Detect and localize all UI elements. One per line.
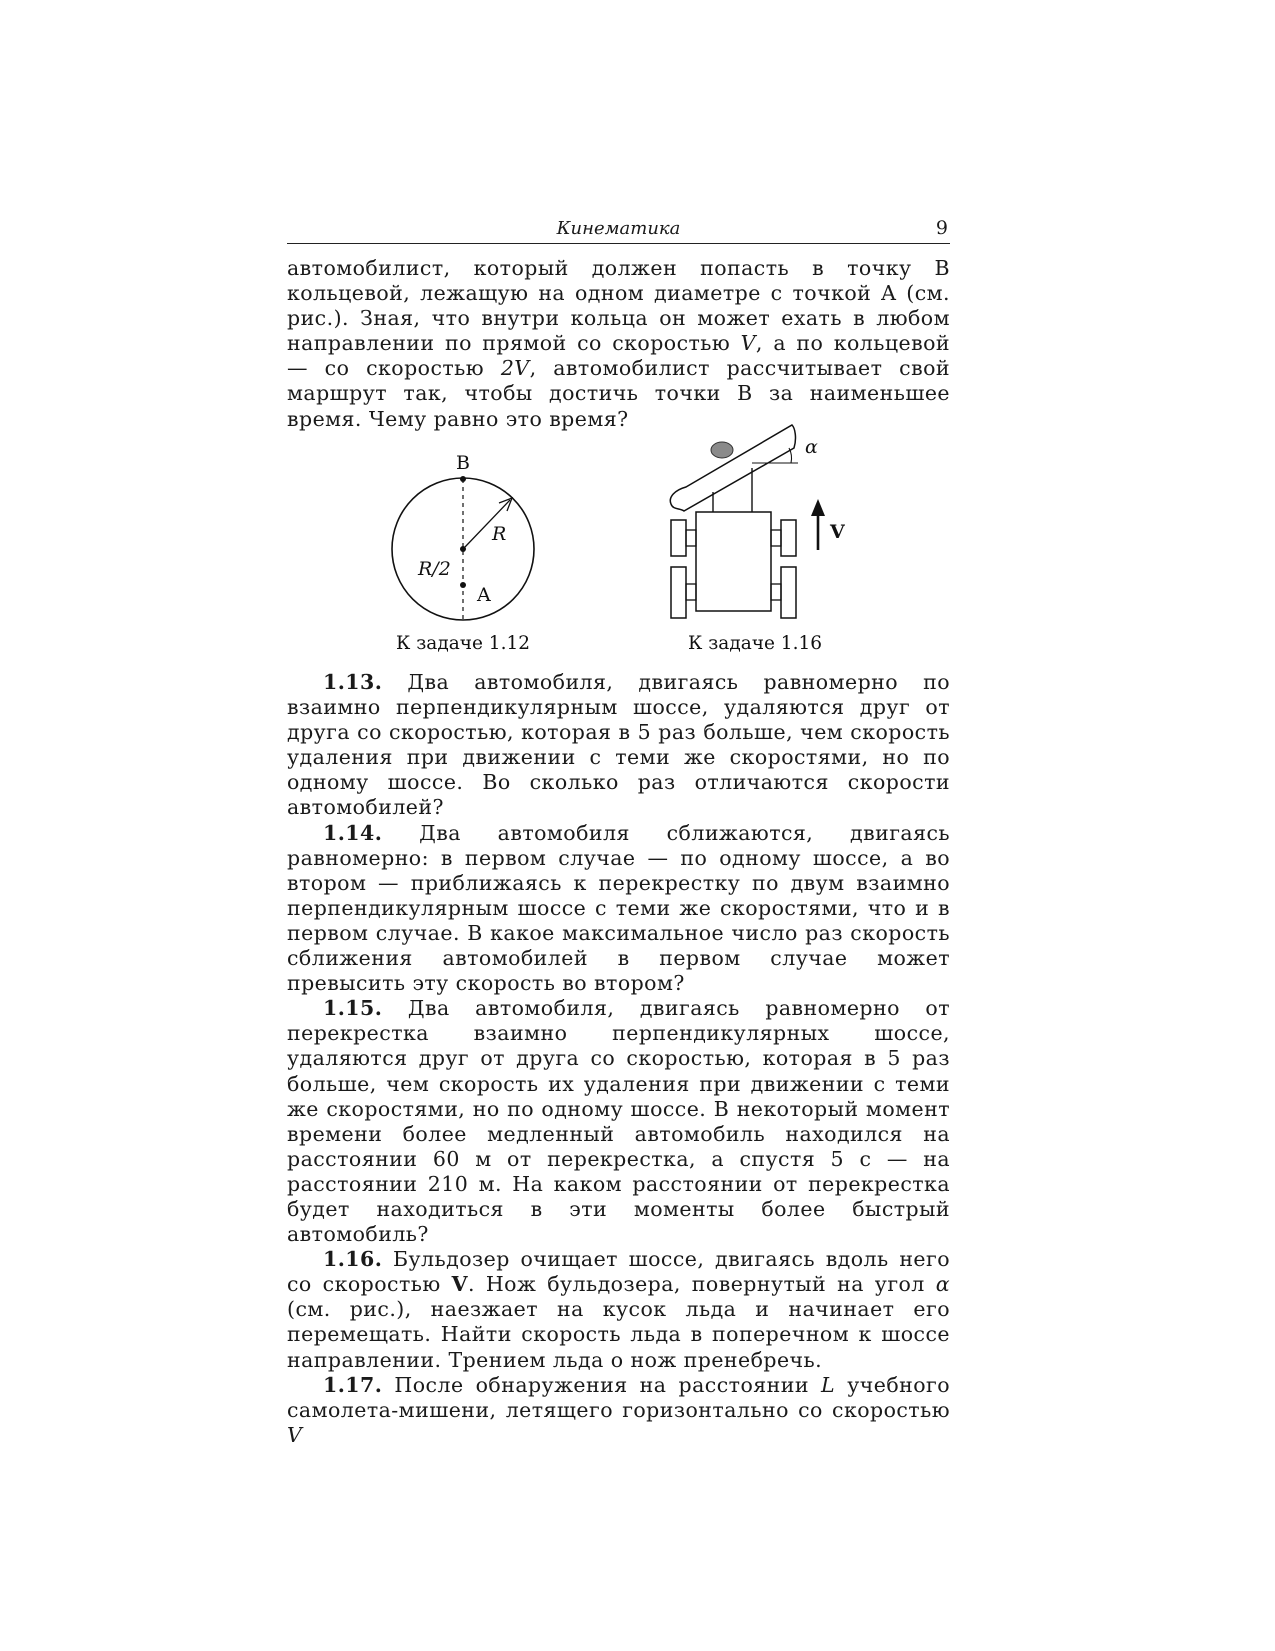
point-b <box>460 476 466 482</box>
chapter-title: Кинематика <box>556 218 681 239</box>
problem-text: Два автомобиля, двигаясь равномерно по взаимно перпендикулярным шоссе, удаляются друг от друга со скоростью, которая в 5 раз больше, чем скорость удаления при движении с теми же скоростями, но по одному шоссе. Во сколько раз отличаются скорости автомобилей? <box>287 670 951 820</box>
wheel-front-right <box>781 520 796 556</box>
intro-text-1: автомобилист, который должен попасть в точку B кольцевой, лежащую на одном диаметре с точкой A (см. рис.). Зная, что внутри кольца он может ехать в любом направлении по прямой со скоростью <box>287 256 950 356</box>
problem-text-2: учебного самолета-мишени, летящего горизонтально со скоростью <box>287 1372 950 1422</box>
problem-number: 1.15. <box>323 996 383 1021</box>
problem-1-13 <box>287 670 950 821</box>
caption-1-12: К задаче 1.12 <box>396 633 530 654</box>
problem-var-l: L <box>821 1372 836 1397</box>
problem-text-1: Бульдозер очищает шоссе, двигаясь вдоль него со скоростью <box>287 1247 950 1297</box>
problem-var-v: V <box>451 1272 468 1297</box>
problem-text-2: . Нож бульдозера, повернутый на угол <box>467 1272 936 1297</box>
problems-list <box>287 670 950 1448</box>
problem-text: Два автомобиля сближаются, двигаясь равномерно: в первом случае — по одному шоссе, а во втором — приближаясь к перекрестку по двум взаимно перпендикулярным шоссе с теми же скоростями, что и в первом случае. В какое максимальное число раз скорость сближения автомобилей в первом случае может превысить эту скорость во втором? <box>287 820 951 996</box>
wheel-rear-left <box>671 567 686 618</box>
problem-number: 1.14. <box>323 820 383 845</box>
velocity-arrowhead-icon <box>811 499 825 516</box>
wheel-rear-right <box>781 567 796 618</box>
label-r-half: R/2 <box>418 558 451 580</box>
problem-1-17 <box>287 1373 950 1448</box>
label-a: A <box>477 584 491 606</box>
point-a <box>460 582 466 588</box>
label-alpha: α <box>805 436 818 458</box>
figure-1-16 <box>670 425 846 654</box>
bulldozer-blade <box>670 425 795 511</box>
page-number: 9 <box>935 217 948 239</box>
axle-front-right <box>771 530 781 546</box>
axle-rear-right <box>771 584 781 600</box>
problem-1-15 <box>287 996 950 1247</box>
figure-1-12 <box>392 452 534 654</box>
problem-1-16 <box>287 1247 950 1372</box>
problem-text-3: (см. рис.), наезжает на кусок льда и начинает его перемещать. Найти скорость льда в поперечном к шоссе направлении. Трением льда о нож пренебречь. <box>287 1297 950 1372</box>
axle-front-left <box>686 530 696 546</box>
problem-number: 1.13. <box>323 670 383 694</box>
problem-number: 1.17. <box>323 1372 383 1397</box>
label-v: V <box>830 521 845 543</box>
intro-var-v: V <box>740 331 756 356</box>
problem-number: 1.16. <box>323 1247 383 1272</box>
problem-text: Два автомобиля, двигаясь равномерно от перекрестка взаимно перпендикулярных шоссе, удаляются друг от друга со скоростью, которая в 5 раз больше, чем скорость их удаления при движении с теми же скоростями, но по одному шоссе. В некоторый момент времени более медленный автомобиль находился на расстоянии 60 м от перекрестка, а спустя 5 с — на расстоянии 210 м. На каком расстоянии от перекрестка будет находиться в эти моменты более быстрый автомобиль? <box>287 996 951 1247</box>
intro-text-3: , автомобилист рассчитывает свой маршрут так, чтобы достичь точки B за наименьшее время. Чему равно это время? <box>287 356 950 431</box>
intro-text-2: , а по кольцевой — со скоростью <box>287 331 950 381</box>
ice-chunk <box>711 442 733 458</box>
wheel-front-left <box>671 520 686 556</box>
intro-var-2v: 2V <box>500 356 530 381</box>
axle-rear-left <box>686 584 696 600</box>
caption-1-16: К задаче 1.16 <box>688 633 822 654</box>
problem-var-alpha: α <box>935 1272 951 1297</box>
bulldozer-body <box>696 512 771 611</box>
label-r: R <box>492 523 507 545</box>
problem-1-14 <box>287 821 950 997</box>
problem-text-1: После обнаружения на расстоянии <box>394 1372 822 1397</box>
problem-var-v: V <box>287 1422 303 1447</box>
label-b: B <box>456 452 470 474</box>
